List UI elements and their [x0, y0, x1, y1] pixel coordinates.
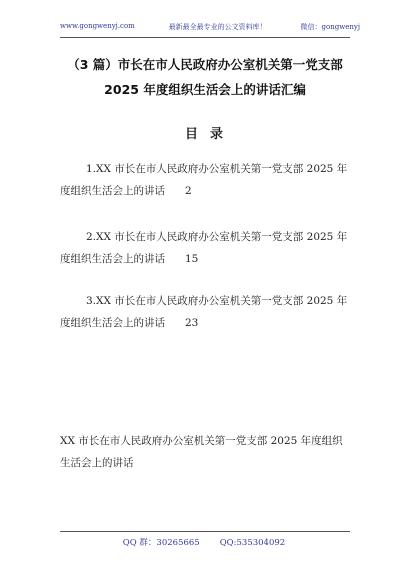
- toc-page-number: 2: [185, 185, 192, 197]
- toc-entry-title: 2.XX 市长在市人民政府办公室机关第一党支部 2025 年: [86, 231, 348, 243]
- toc-entry-1[interactable]: [60, 158, 360, 202]
- toc-heading: 目录: [184, 127, 235, 142]
- toc-page-number: 23: [185, 317, 199, 329]
- header-website[interactable]: www.gongwenyj.com: [60, 22, 135, 30]
- footer-qq-group: QQ 群：30265665: [122, 538, 200, 548]
- page-footer: [0, 536, 408, 548]
- section-heading-line1: XX 市长在市人民政府办公室机关第一党支部 2025 年度组织: [60, 435, 343, 447]
- header-wechat: 微信：gongwenyj: [300, 23, 360, 31]
- toc-entry-title-cont: 度组织生活会上的讲话: [60, 185, 165, 197]
- toc-entry-title: 3.XX 市长在市人民政府办公室机关第一党支部 2025 年: [86, 295, 348, 307]
- document-title-line2: 2025 年度组织生活会上的讲话汇编: [104, 82, 306, 97]
- page-header: [60, 22, 360, 32]
- header-slogan: 最新最全最专业的公文资料库！: [168, 23, 267, 31]
- header-divider: [60, 37, 350, 38]
- toc-entry-3[interactable]: [60, 290, 360, 334]
- footer-qq: QQ:535304092: [219, 538, 286, 548]
- toc-entry-title-cont: 度组织生活会上的讲话: [60, 253, 165, 265]
- section-heading: [60, 430, 360, 474]
- toc-entry-title-cont: 度组织生活会上的讲话: [60, 317, 165, 329]
- toc-entry-2[interactable]: [60, 226, 360, 270]
- toc-entry-title: 1.XX 市长在市人民政府办公室机关第一党支部 2025 年: [86, 163, 348, 175]
- section-heading-line2: 生活会上的讲话: [60, 457, 134, 469]
- toc-page-number: 15: [185, 253, 199, 265]
- document-title-line1: （3 篇）市长在市人民政府办公室机关第一党支部: [67, 57, 343, 72]
- footer-divider: [60, 531, 350, 532]
